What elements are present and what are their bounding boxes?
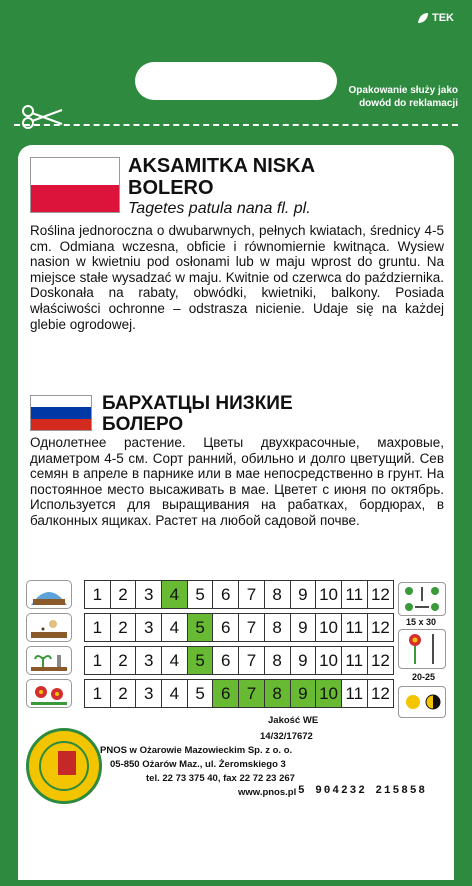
month-cell: 10 bbox=[316, 581, 342, 608]
month-cell: 10 bbox=[316, 614, 342, 641]
russia-flag-icon bbox=[30, 395, 92, 431]
month-cell: 6 bbox=[213, 581, 239, 608]
month-cell: 3 bbox=[136, 614, 162, 641]
title-pl-line2: BOLERO bbox=[128, 177, 214, 199]
month-cell: 11 bbox=[342, 614, 368, 641]
spacing-label: 15 x 30 bbox=[406, 617, 437, 627]
height-box bbox=[398, 629, 446, 669]
description-russian: Однолетнее растение. Цветы двухкрасочные, махровые, диаметром 4-5 см. Сорт ранний, обильно и долго цветущий. Сев семян в апреле в парнике или в мае непосредственно в грунт. На постоянное место высаживать в мае. Цветет с июня по октябрь. Используется для выращивания на рабатках, бордюрах, в балконных ящиках. Растет на любой садовой почве. bbox=[30, 435, 444, 528]
leaf-icon bbox=[417, 12, 429, 24]
month-cell: 8 bbox=[265, 581, 291, 608]
hanging-slot bbox=[135, 62, 337, 100]
plant-height-icon bbox=[399, 630, 445, 668]
packet-back bbox=[18, 145, 454, 880]
month-cell: 11 bbox=[342, 647, 368, 674]
month-cell: 10 bbox=[316, 647, 342, 674]
pnos-seal-logo bbox=[26, 728, 102, 804]
title-ru-line1: БАРХАТЦЫ НИЗКИЕ bbox=[102, 393, 293, 414]
month-cell: 4 bbox=[162, 614, 188, 641]
month-cell: 1 bbox=[85, 680, 111, 707]
company-phone: tel. 22 73 375 40, fax 22 72 23 267 bbox=[146, 773, 295, 784]
month-cell: 6 bbox=[213, 647, 239, 674]
month-cell: 2 bbox=[111, 647, 137, 674]
sowing-calendar bbox=[26, 580, 394, 712]
month-cell: 6 bbox=[213, 614, 239, 641]
month-cell: 5 bbox=[188, 614, 214, 641]
quality-mark: Jakość WE bbox=[268, 715, 319, 726]
month-cell: 5 bbox=[188, 581, 214, 608]
sun-box bbox=[398, 686, 446, 718]
description-polish: Roślina jednoroczna o dwubarwnych, pełnych kwiatach, średnicy 4-5 cm. Odmiana wczesna, obficie i równomiernie kwitnąca. Wysiew nasion w kwietniu pod osłonami lub w maju wprost do gruntu. Na miejsce stałe wysadzać w maju. Kwitnie od czerwca do października. Doskonała na rabaty, obwódki, kwietniki, balkony. Posiada właściwości ochronne – odstrasza nicienie. Udaje się na każdej glebie ogrodowej. bbox=[30, 223, 444, 332]
month-cell: 1 bbox=[85, 581, 111, 608]
month-cell: 12 bbox=[370, 584, 390, 604]
month-cell: 10 bbox=[316, 680, 342, 707]
title-polish bbox=[128, 155, 315, 199]
greenhouse-sowing-icon bbox=[26, 580, 72, 609]
month-cell: 7 bbox=[239, 647, 265, 674]
month-cell: 9 bbox=[291, 647, 317, 674]
month-cell: 4 bbox=[162, 581, 188, 608]
month-cell: 11 bbox=[342, 680, 368, 707]
title-pl-line1: AKSAMITKA NISKA bbox=[128, 155, 316, 177]
month-cell: 8 bbox=[265, 614, 291, 641]
month-cell: 7 bbox=[239, 614, 265, 641]
month-cell: 4 bbox=[162, 647, 188, 674]
month-cell: 8 bbox=[265, 647, 291, 674]
complaint-notice: Opakowanie służy jako dowód do reklamacji bbox=[348, 85, 458, 109]
month-cell: 9 bbox=[291, 614, 317, 641]
month-cell: 12 bbox=[370, 617, 390, 637]
latin-name: Tagetes patula nana fl. pl. bbox=[128, 200, 311, 217]
company-web: www.pnos.pl bbox=[238, 787, 297, 798]
title-russian bbox=[102, 393, 293, 435]
month-cell: 1 bbox=[85, 647, 111, 674]
month-cell: 9 bbox=[291, 680, 317, 707]
month-cell: 4 bbox=[162, 680, 188, 707]
scissors-icon bbox=[20, 104, 64, 130]
planting-icon bbox=[26, 646, 72, 675]
sun-partial-shade-icon bbox=[399, 687, 445, 717]
month-cell: 5 bbox=[188, 647, 214, 674]
company-name: PNOS w Ożarowie Mazowieckim Sp. z o. o. bbox=[100, 745, 293, 756]
month-cell: 7 bbox=[239, 680, 265, 707]
tek-logo bbox=[417, 12, 454, 24]
cut-line bbox=[14, 124, 458, 126]
month-cell: 7 bbox=[239, 581, 265, 608]
height-label: 20-25 bbox=[412, 672, 436, 682]
month-cell: 9 bbox=[291, 581, 317, 608]
month-cell: 12 bbox=[370, 683, 390, 703]
calendar-row bbox=[26, 613, 394, 642]
month-cell: 5 bbox=[188, 680, 214, 707]
company-address: 05-850 Ożarów Maz., ul. Żeromskiego 3 bbox=[110, 759, 286, 770]
flowering-icon bbox=[26, 679, 72, 708]
outdoor-sowing-icon bbox=[26, 613, 72, 642]
calendar-row bbox=[26, 646, 394, 675]
batch-code: 14/32/17672 bbox=[260, 731, 313, 742]
spacing-icon bbox=[399, 583, 445, 615]
month-cell: 11 bbox=[342, 581, 368, 608]
month-cell: 3 bbox=[136, 680, 162, 707]
month-cell: 8 bbox=[265, 680, 291, 707]
month-cell: 12 bbox=[370, 650, 390, 670]
month-cell: 3 bbox=[136, 581, 162, 608]
brand-mark: TEK bbox=[432, 12, 454, 24]
poland-flag-icon bbox=[30, 157, 120, 213]
month-cell: 2 bbox=[111, 680, 137, 707]
title-ru-line2: БОЛЕРО bbox=[102, 414, 184, 435]
month-cell: 6 bbox=[213, 680, 239, 707]
calendar-row bbox=[26, 679, 394, 708]
month-cell: 3 bbox=[136, 647, 162, 674]
spacing-box bbox=[398, 582, 446, 616]
month-cell: 1 bbox=[85, 614, 111, 641]
month-cell: 2 bbox=[111, 581, 137, 608]
calendar-row bbox=[26, 580, 394, 609]
month-cell: 2 bbox=[111, 614, 137, 641]
barcode-number: 5 904232 215858 bbox=[298, 785, 428, 797]
